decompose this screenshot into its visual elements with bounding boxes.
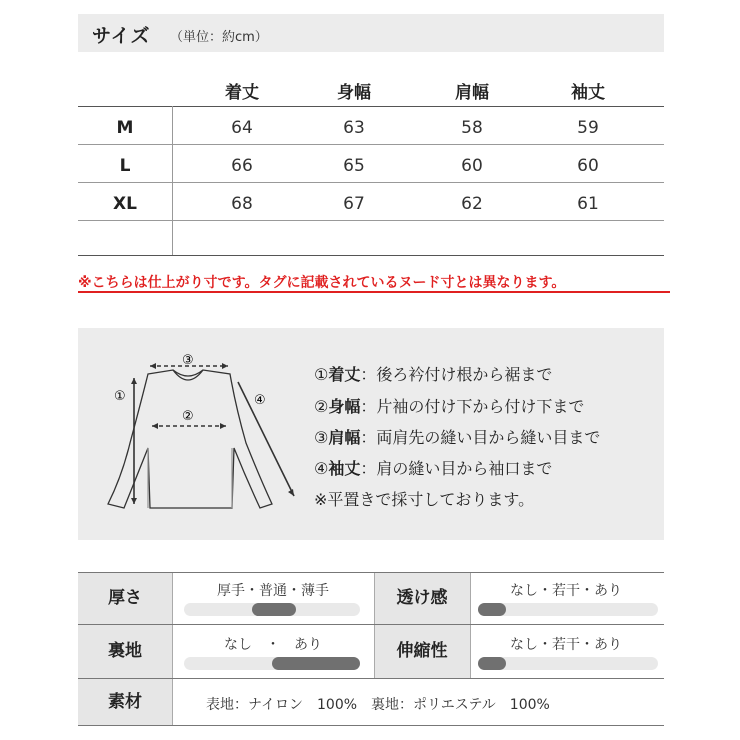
desc-shoulder: ③肩幅：両肩先の縫い目から縫い目まで [314,428,601,447]
table-bottom-line [78,255,664,256]
table-cell: 58 [461,118,483,138]
row-label-xl: XL [113,194,137,214]
props-divider [172,625,173,678]
column-header-length: 着丈 [225,83,259,103]
lining-level [272,657,360,670]
table-cell: 65 [343,156,365,176]
size-note: ※こちらは仕上がり寸です。タグに記載されているヌード寸とは異なります。 [78,275,566,291]
column-header-shoulder: 肩幅 [455,83,489,103]
table-cell: 60 [461,156,483,176]
table-row-line [78,182,664,183]
size-unit: （単位：約cm） [170,30,268,45]
props-divider [172,679,173,725]
prop-label-stretch: 伸縮性 [374,625,470,678]
row-label-l: L [119,156,131,176]
table-cell: 64 [231,118,253,138]
marker-sleeve: ④ [254,393,266,408]
desc-sleeve: ④袖丈：肩の縫い目から袖口まで [314,459,553,478]
table-row-line [78,220,664,221]
table-cell: 59 [577,118,599,138]
thickness-level [252,603,296,616]
thickness-options: 厚手・普通・薄手 [217,583,329,599]
table-label-divider [172,106,173,256]
table-cell: 63 [343,118,365,138]
table-cell: 60 [577,156,599,176]
stretch-level [478,657,506,670]
desc-width: ②身幅：片袖の付け下から付け下まで [314,397,585,416]
lining-options: なし ・ あり [224,637,322,653]
table-row-line [78,144,664,145]
material-value: 表地：ナイロン 100% 裏地：ポリエステル 100% [206,697,550,713]
prop-label-lining: 裏地 [78,625,172,678]
prop-label-material: 素材 [78,679,172,725]
table-header-line [78,106,664,107]
column-header-width: 身幅 [337,83,371,103]
prop-label-thickness: 厚さ [78,573,172,624]
table-cell: 67 [343,194,365,214]
marker-length: ① [114,389,126,404]
properties-table [78,572,664,726]
measurement-diagram [78,328,664,540]
props-divider [374,573,375,624]
desc-footnote: ※平置きで採寸しております。 [314,490,535,509]
size-title: サイズ [92,25,151,47]
arrow-heads [131,363,294,504]
table-cell: 62 [461,194,483,214]
prop-label-sheer: 透け感 [374,573,470,624]
stretch-options: なし・若干・あり [510,637,622,653]
note-underline [78,291,670,293]
size-header [78,14,664,52]
props-divider [172,573,173,624]
marker-shoulder: ③ [182,353,194,368]
props-divider [374,625,375,678]
column-header-sleeve: 袖丈 [571,83,605,103]
table-cell: 61 [577,194,599,214]
size-table [78,70,664,256]
props-divider [470,625,471,678]
table-cell: 68 [231,194,253,214]
props-divider [470,573,471,624]
shirt-outline [108,370,272,508]
marker-width: ② [182,409,194,424]
row-label-m: M [116,118,134,138]
sheer-options: なし・若干・あり [510,583,622,599]
measurement-arrows [134,366,294,504]
sheer-level [478,603,506,616]
table-cell: 66 [231,156,253,176]
desc-length: ①着丈：後ろ衿付け根から裾まで [314,365,553,384]
props-bottom-line [78,725,664,726]
